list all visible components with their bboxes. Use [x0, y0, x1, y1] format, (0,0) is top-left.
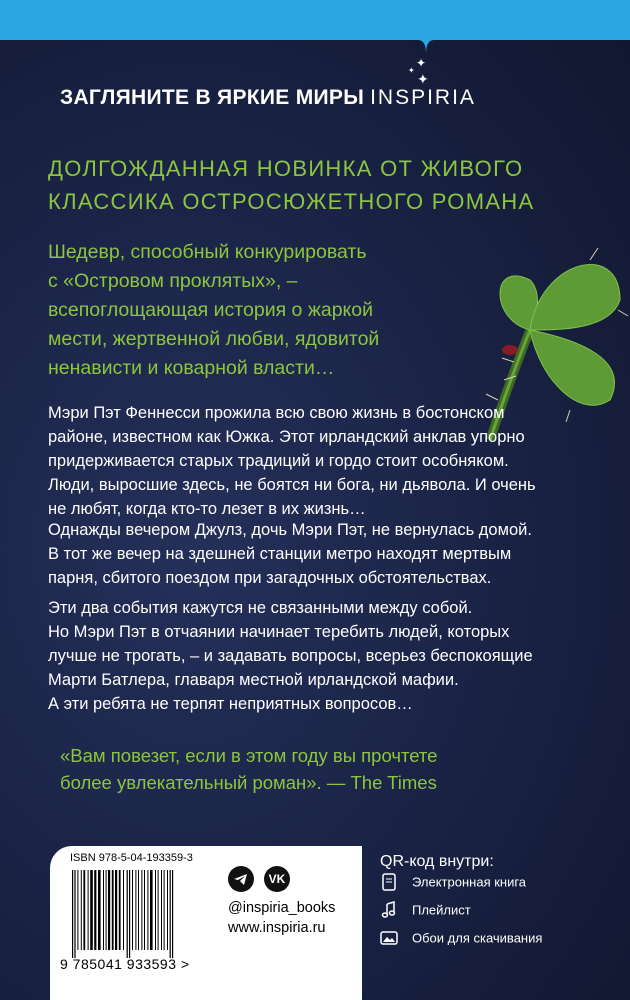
- headline-line: КЛАССИКА ОСТРОСЮЖЕТНОГО РОМАНА: [48, 189, 535, 214]
- barcode-bar: [155, 870, 156, 950]
- barcode-bar: [119, 870, 121, 950]
- sparkle-icon: ✦: [416, 56, 427, 70]
- ebook-icon: [380, 873, 398, 891]
- barcode-bar: [132, 870, 133, 950]
- green-description-line: мести, жертвенной любви, ядовитой: [48, 328, 380, 350]
- qr-item-wallpaper: [380, 929, 542, 947]
- barcode-bar: [167, 870, 168, 950]
- qr-item-label: Обои для скачивания: [412, 930, 543, 946]
- sparkle-icon: ✦: [417, 72, 429, 88]
- barcode-digits: 9 785041 933593 >: [60, 956, 190, 972]
- green-description-line: ненависти и коварной власти…: [48, 357, 335, 379]
- barcode-bar: [123, 870, 124, 950]
- barcode-bar: [150, 870, 153, 950]
- press-quote-line: «Вам повезет, если в этом году вы прочтете: [60, 745, 438, 766]
- qr-item-label: Плейлист: [412, 902, 471, 918]
- barcode-bar: [81, 870, 82, 950]
- paragraph-line: Но Мэри Пэт в отчаянии начинает теребить людей, которых: [48, 623, 510, 641]
- paragraph-line: Люди, выросшие здесь, не боятся ни бога, ни дьявола. И очень: [48, 476, 536, 494]
- green-description-line: всепоглощающая история о жаркой: [48, 299, 374, 321]
- top-color-band: [0, 0, 630, 40]
- barcode-bar: [115, 870, 117, 950]
- green-description-line: Шедевр, способный конкурировать: [48, 241, 367, 263]
- press-quote: [60, 742, 580, 796]
- barcode-bar: [88, 870, 89, 950]
- barcode-bar: [77, 870, 78, 950]
- brand-name: INSPIRIA: [370, 86, 476, 109]
- barcode-bar: [127, 870, 128, 958]
- barcode-bar: [94, 870, 96, 950]
- barcode-bar: [106, 870, 107, 950]
- barcode-bar: [144, 870, 145, 950]
- picture-icon: [380, 929, 398, 947]
- paragraph-line: Эти два события кажутся не связанными между собой.: [48, 599, 473, 617]
- sparkle-icon: ✦: [408, 66, 415, 75]
- barcode-bar: [129, 870, 130, 958]
- barcode-bar: [158, 870, 159, 950]
- paragraph-line: Мэри Пэт Феннесси прожила всю свою жизнь в бостонском: [48, 404, 505, 422]
- qr-title: QR-код внутри:: [380, 853, 494, 870]
- barcode-image: [70, 870, 220, 958]
- barcode-bar: [72, 870, 73, 958]
- barcode-bar: [138, 870, 139, 950]
- brand-line: [60, 86, 476, 110]
- headline-line: ДОЛГОЖДАННАЯ НОВИНКА ОТ ЖИВОГО: [48, 156, 524, 181]
- isbn-text: ISBN 978-5-04-193359-3: [70, 852, 193, 864]
- paragraph-line: районе, известном как Южка. Этот ирландский анклав упорно: [48, 428, 525, 446]
- qr-item-ebook: [380, 873, 526, 891]
- barcode-bar: [170, 870, 171, 958]
- barcode-bar: [161, 870, 162, 950]
- barcode-bar: [141, 870, 142, 950]
- website-link[interactable]: www.inspiria.ru: [228, 920, 326, 936]
- barcode-bar: [90, 870, 93, 950]
- barcode-bar: [98, 870, 101, 950]
- paragraph-line: Марти Батлера, главаря местной ирландской мафии.: [48, 671, 459, 689]
- top-notch-shape: [374, 30, 478, 54]
- barcode-bar: [164, 870, 165, 950]
- vk-icon[interactable]: VK: [264, 866, 290, 892]
- telegram-icon[interactable]: [228, 866, 254, 892]
- barcode-panel: [50, 846, 362, 1000]
- paragraph-line: А эти ребята не терпят неприятных вопросов…: [48, 695, 413, 713]
- music-note-icon: [380, 901, 398, 919]
- paragraph-line: не любят, когда кто-то лезет в их жизнь…: [48, 500, 366, 518]
- social-handle[interactable]: @inspiria_books: [228, 900, 336, 916]
- paragraph-1: [48, 401, 598, 521]
- paragraph-line: лучше не трогать, – и задавать вопросы, всерьез беспокоящие: [48, 647, 533, 665]
- brand-lead: ЗАГЛЯНИТЕ В ЯРКИЕ МИРЫ: [60, 86, 365, 109]
- paragraph-line: В тот же вечер на здешней станции метро находят мертвым: [48, 545, 512, 563]
- barcode-bar: [147, 870, 148, 950]
- barcode-bar: [74, 870, 75, 958]
- paragraph-line: парня, сбитого поездом при загадочных обстоятельствах.: [48, 569, 492, 587]
- paragraph-2: [48, 518, 598, 590]
- green-description: [48, 238, 468, 383]
- barcode-bar: [108, 870, 110, 950]
- qr-item-playlist: [380, 901, 471, 919]
- barcode-bar: [112, 870, 114, 950]
- barcode-bar: [172, 870, 173, 958]
- paragraph-line: придерживается старых традиций и гордо стоит особняком.: [48, 452, 509, 470]
- barcode-bar: [103, 870, 104, 950]
- green-description-line: с «Островом проклятых», –: [48, 270, 298, 292]
- press-quote-line: более увлекательный роман». — The Times: [60, 772, 437, 793]
- paragraph-3: [48, 596, 598, 716]
- paragraph-line: Однажды вечером Джулз, дочь Мэри Пэт, не вернулась домой.: [48, 521, 532, 539]
- barcode-bar: [83, 870, 85, 950]
- barcode-bar: [135, 870, 136, 950]
- qr-item-label: Электронная книга: [412, 874, 527, 890]
